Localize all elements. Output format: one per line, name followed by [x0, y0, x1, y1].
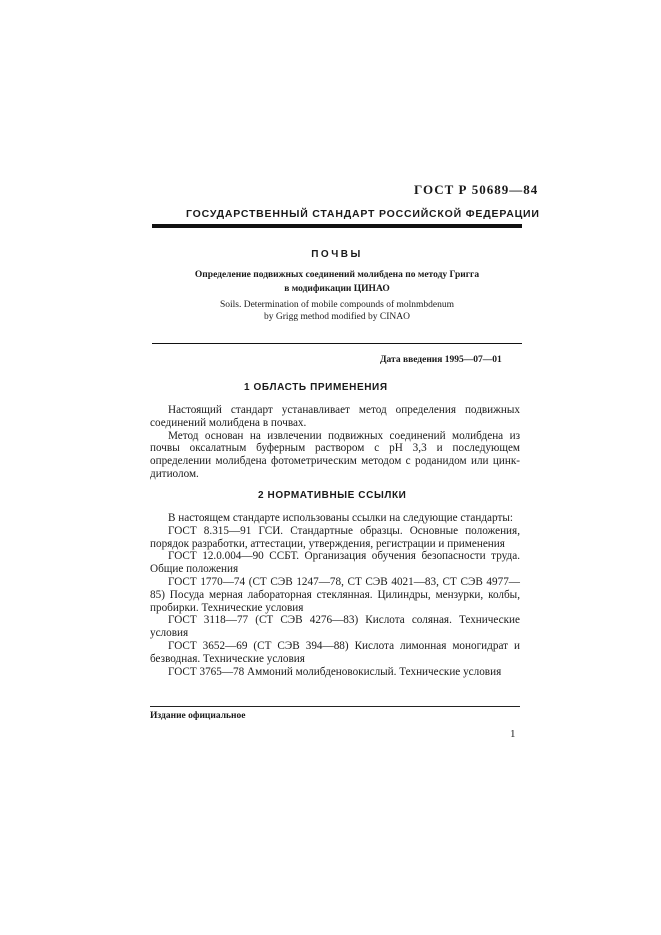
page-number: 1: [510, 728, 516, 740]
section-2-paragraph: ГОСТ 3652—69 (СТ СЭВ 394—88) Кислота лимонная моногидрат и безводная. Технические условия: [150, 639, 520, 665]
title-russian: [152, 268, 522, 296]
section-2-paragraph: ГОСТ 12.0.004—90 ССБТ. Организация обучения безопасности труда. Общие положения: [150, 550, 520, 576]
section-2-paragraph: ГОСТ 3765—78 Аммоний молибденовокислый. Технические условия: [168, 665, 502, 678]
gost-number: ГОСТ Р 50689—84: [414, 182, 539, 197]
section-1-paragraph: Метод основан на извлечении подвижных соединений молибдена из почвы оксалатным буферным раствором с рН 3,3 и последующем определении молибдена фотометрическим методом с роданидом или цинк-дитиолом.: [150, 429, 520, 480]
section-2-paragraph: ГОСТ 8.315—91 ГСИ. Стандартные образцы. Основные положения, порядок разработки, аттестации, утверждения, регистрации и применения: [150, 524, 520, 550]
title-english-line-2: by Grigg method modified by CINAO: [264, 312, 410, 322]
header-divider: [152, 224, 522, 228]
footer-divider: [150, 706, 520, 707]
document-title: ПОЧВЫ: [311, 249, 363, 260]
section-2-body: [150, 512, 520, 678]
title-english-line-1: Soils. Determination of mobile compounds of molnmbdenum: [219, 300, 455, 310]
title-divider: [152, 343, 522, 344]
section-2-paragraph: ГОСТ 3118—77 (СТ СЭВ 4276—83) Кислота соляная. Технические условия: [150, 614, 520, 640]
section-2-paragraph: В настоящем стандарте использованы ссылки на следующие стандарты:: [168, 512, 513, 524]
section-1-heading: 1 ОБЛАСТЬ ПРИМЕНЕНИЯ: [244, 382, 388, 393]
section-2-paragraph: ГОСТ 1770—74 (СТ СЭВ 1247—78, СТ СЭВ 4021—83, СТ СЭВ 4977—85) Посуда мерная лабораторная стеклянная. Цилиндры, мензурки, колбы, пробирки. Технические условия: [150, 575, 520, 614]
title-russian-line-1: Определение подвижных соединений молибдена по методу Григга: [194, 270, 480, 280]
edition-label: Издание официальное: [150, 711, 246, 721]
title-russian-line-2: в модификации ЦИНАО: [284, 284, 390, 294]
state-standard-title: ГОСУДАРСТВЕННЫЙ СТАНДАРТ РОССИЙСКОЙ ФЕДЕРАЦИИ: [186, 208, 540, 220]
date-of-introduction: Дата введения 1995—07—01: [380, 355, 502, 365]
section-1-paragraph: Настоящий стандарт устанавливает метод определения подвижных соединений молибдена в почвах.: [150, 404, 520, 429]
title-english: [152, 299, 522, 323]
section-1-body: [150, 404, 520, 481]
section-2-heading: 2 НОРМАТИВНЫЕ ССЫЛКИ: [258, 490, 407, 501]
